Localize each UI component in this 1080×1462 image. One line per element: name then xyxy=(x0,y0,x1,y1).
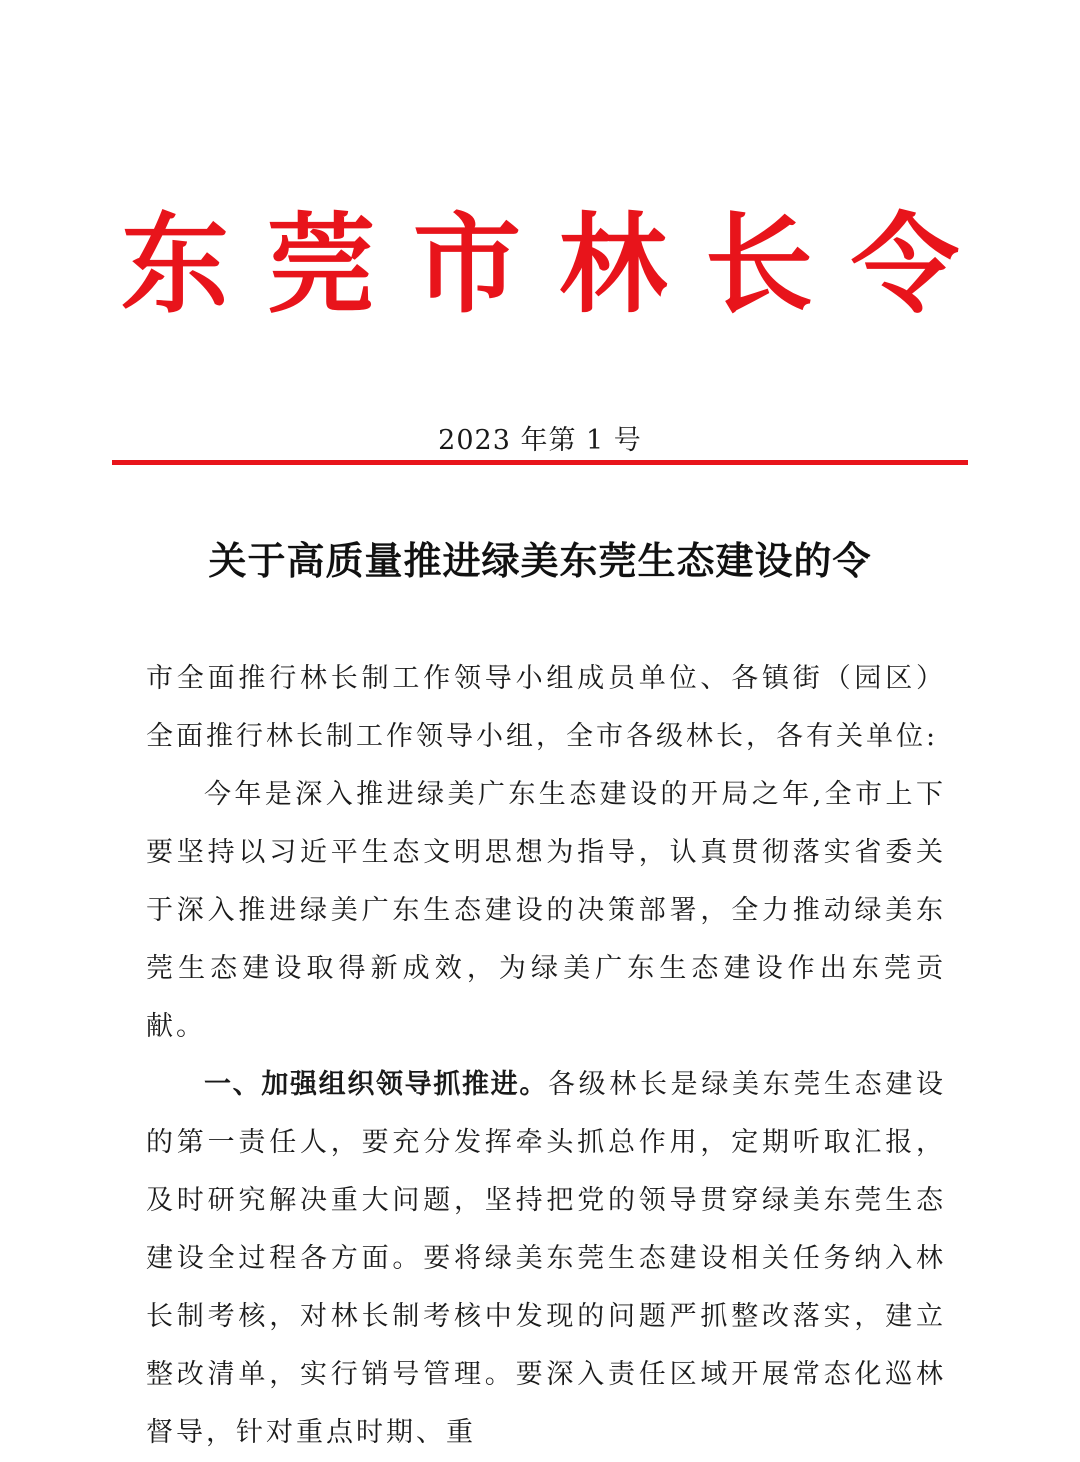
intro-paragraph: 今年是深入推进绿美广东生态建设的开局之年,全市上下要坚持以习近平生态文明思想为指导，认真贯彻落实省委关于深入推进绿美广东生态建设的决策部署，全力推动绿美东莞生态建设取得新成效，为绿美广东生态建设作出东莞贡献。 xyxy=(146,779,946,1042)
masthead-char: 长 xyxy=(704,202,813,328)
masthead-red-header xyxy=(110,200,970,330)
document-body xyxy=(146,650,946,1462)
masthead-char: 市 xyxy=(412,202,521,328)
masthead-char: 林 xyxy=(558,202,667,328)
section-1-paragraph xyxy=(146,1056,946,1462)
document-number: 2023 年第 1 号 xyxy=(438,425,642,456)
addressee-paragraph: 市全面推行林长制工作领导小组成员单位、各镇街（园区）全面推行林长制工作领导小组，全市各级林长，各有关单位: xyxy=(146,663,946,752)
section-1-text: 各级林长是绿美东莞生态建设的第一责任人，要充分发挥牵头抓总作用，定期听取汇报，及时研究解决重大问题，坚持把党的领导贯穿绿美东莞生态建设全过程各方面。要将绿美东莞生态建设相关任务纳入林长制考核，对林长制考核中发现的问题严抓整改落实，建立整改清单，实行销号管理。要深入责任区域开展常态化巡林督导，针对重点时期、重 xyxy=(146,1069,946,1448)
masthead-char: 令 xyxy=(850,202,959,328)
masthead-char: 东 xyxy=(120,202,229,328)
section-1-heading: 一、加强组织领导抓推进。 xyxy=(204,1069,548,1100)
masthead-char: 莞 xyxy=(266,202,375,328)
document-title: 关于高质量推进绿美东莞生态建设的令 xyxy=(208,539,872,583)
red-divider-line xyxy=(112,460,968,465)
